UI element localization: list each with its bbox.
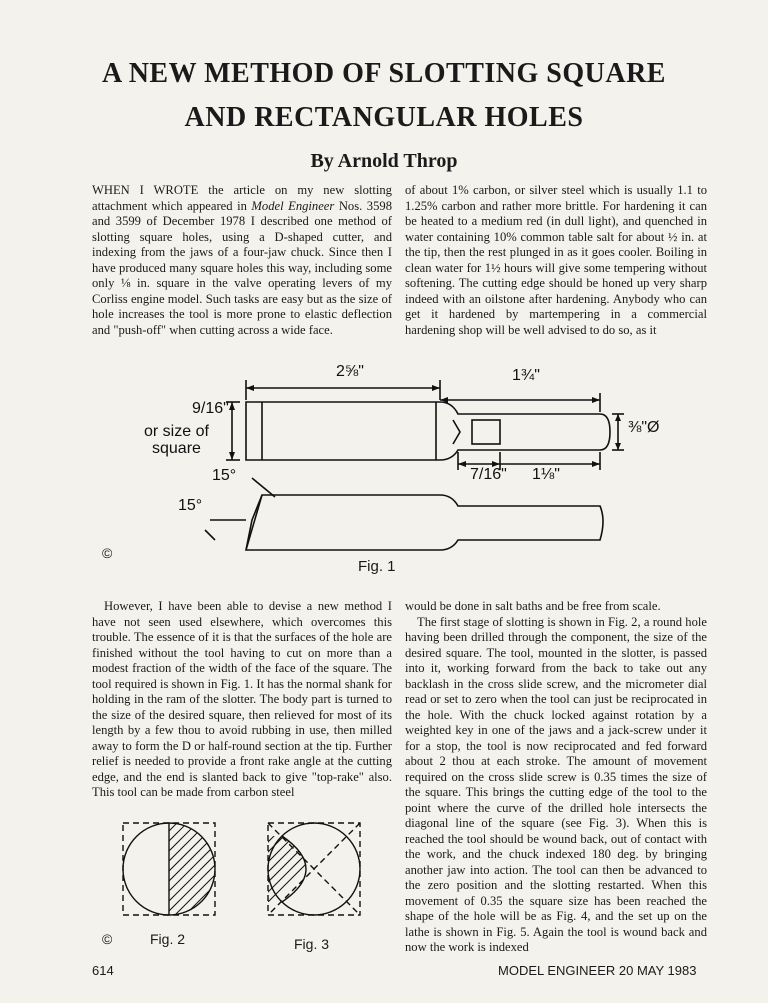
page-number: 614 xyxy=(92,963,114,978)
dim-or-size-of: or size of xyxy=(144,423,209,440)
dim-2-5-8: 2⅝" xyxy=(336,363,364,380)
magazine-name: Model Engineer xyxy=(251,198,335,213)
body-left-column xyxy=(92,599,392,801)
fig1-copyright: © xyxy=(102,545,113,561)
body-left-paragraph-1: However, I have been able to devise a new method I have not seen used elsewhere, which overcomes this trouble. The essence of it is that the surfaces of the hole are finished without the tool having to cut on more than a modest fraction of the width of the face of the square. The tool required is shown in Fig. 1. It has the normal shank for holding in the ram of the slotter. The body part is turned to the size of the desired square, then relieved for most of its length by a few thou to avoid rubbing in use, then milled away to form the D or half-round section at the tip. Further relief is needed to provide a front rake angle at the cutting edge, and the end is slanted back to give "top-rake" also. This tool can be made from carbon steel xyxy=(92,599,392,799)
dim-9-16: 9/16" xyxy=(192,400,229,417)
dim-3-8-dia: ⅜"Ø xyxy=(628,419,660,436)
magazine-footer: MODEL ENGINEER 20 MAY 1983 xyxy=(498,963,697,978)
intro-text-a: the article on my new slotting attachment which appeared in xyxy=(92,183,392,213)
body-right-paragraph-2: The first stage of slotting is shown in Fig. 2, a round hole having been drilled through the component, the size of the desired square. The tool, mounted in the slotter, is passed into it, working forward from the back to take out any backlash in the cross slide screw, and the micrometer dial read or set to zero when the tool can just be reciprocated in the hole. With the chuck locked against rotation by a weighted key in one of the jaws and a jack-screw under it for a stop, the tool is now reciprocated and fed forward about 2 thou at each stroke. The amount of movement required on the cross slide screw is 0.35 times the size of the square. This brings the cutting edge of the tool to the point where the curve of the drilled hole intersects the diagonal line of the square (see Fig. 3). When this is reached the tool should be wound back, out of contact with the work, and the chuck indexed 180 deg. by bringing another jaw into action. The tool can then be advanced to the zero position and the slotting restarted. When this movement of 0.35 the square size has been reached the shape of the hole will be as Fig. 4, and the set up on the lathe is shown in Fig. 5. Again the tool is wound back and now the work is indexed xyxy=(405,614,707,954)
fig2-caption: Fig. 2 xyxy=(150,931,186,947)
lead-in: WHEN I WROTE xyxy=(92,183,199,197)
fig2-copyright: © xyxy=(102,931,113,947)
intro-right-paragraph: of about 1% carbon, or silver steel which is usually 1.1 to 1.25% carbon and rather more brittle. For hardening it can be heated to a medium red (in dull light), and quenched in water containing 10% common table salt for about ½ in. at the tip, then the rest plunged in as it goes cooler. Boiling in clean water for 1½ hours will give some tempering without softening. The cutting edge should be honed up very sharp indeed with an oilstone after hardening. Anybody who can get it hardened by martempering in a commercial hardening shop will be well advised to do so, as it xyxy=(405,183,707,337)
article-title-line-2: AND RECTANGULAR HOLES xyxy=(184,102,584,133)
dim-square: square xyxy=(152,440,201,457)
body-right-paragraph-1: would be done in salt baths and be free from scale. xyxy=(405,599,661,613)
fig3-caption: Fig. 3 xyxy=(294,936,330,952)
byline: By Arnold Throp xyxy=(310,150,458,172)
body-right-column xyxy=(405,599,707,956)
dim-1-3-4: 1¾" xyxy=(512,367,540,384)
fig1-caption: Fig. 1 xyxy=(358,558,396,575)
dim-angle-side: 15° xyxy=(178,497,203,514)
intro-text-b: Nos. 3598 and 3599 of December 1978 I described one method of slotting square holes, using a D-shaped cutter, and indexing from the jaws of a four-jaw chuck. Since then I have produced many square holes this way, including some only ⅛ in. square in the valve operating levers of my Corliss engine model. Such tasks are easy but as the size of hole increases the tool is more prone to elastic deflection and "push-off" when cutting across a wide face. xyxy=(92,198,392,337)
dim-angle-top: 15° xyxy=(212,467,237,484)
dim-1-1-8: 1⅛" xyxy=(532,466,560,483)
dim-7-16: 7/16" xyxy=(470,466,507,483)
article-title-line-1: A NEW METHOD OF SLOTTING SQUARE xyxy=(102,58,666,89)
